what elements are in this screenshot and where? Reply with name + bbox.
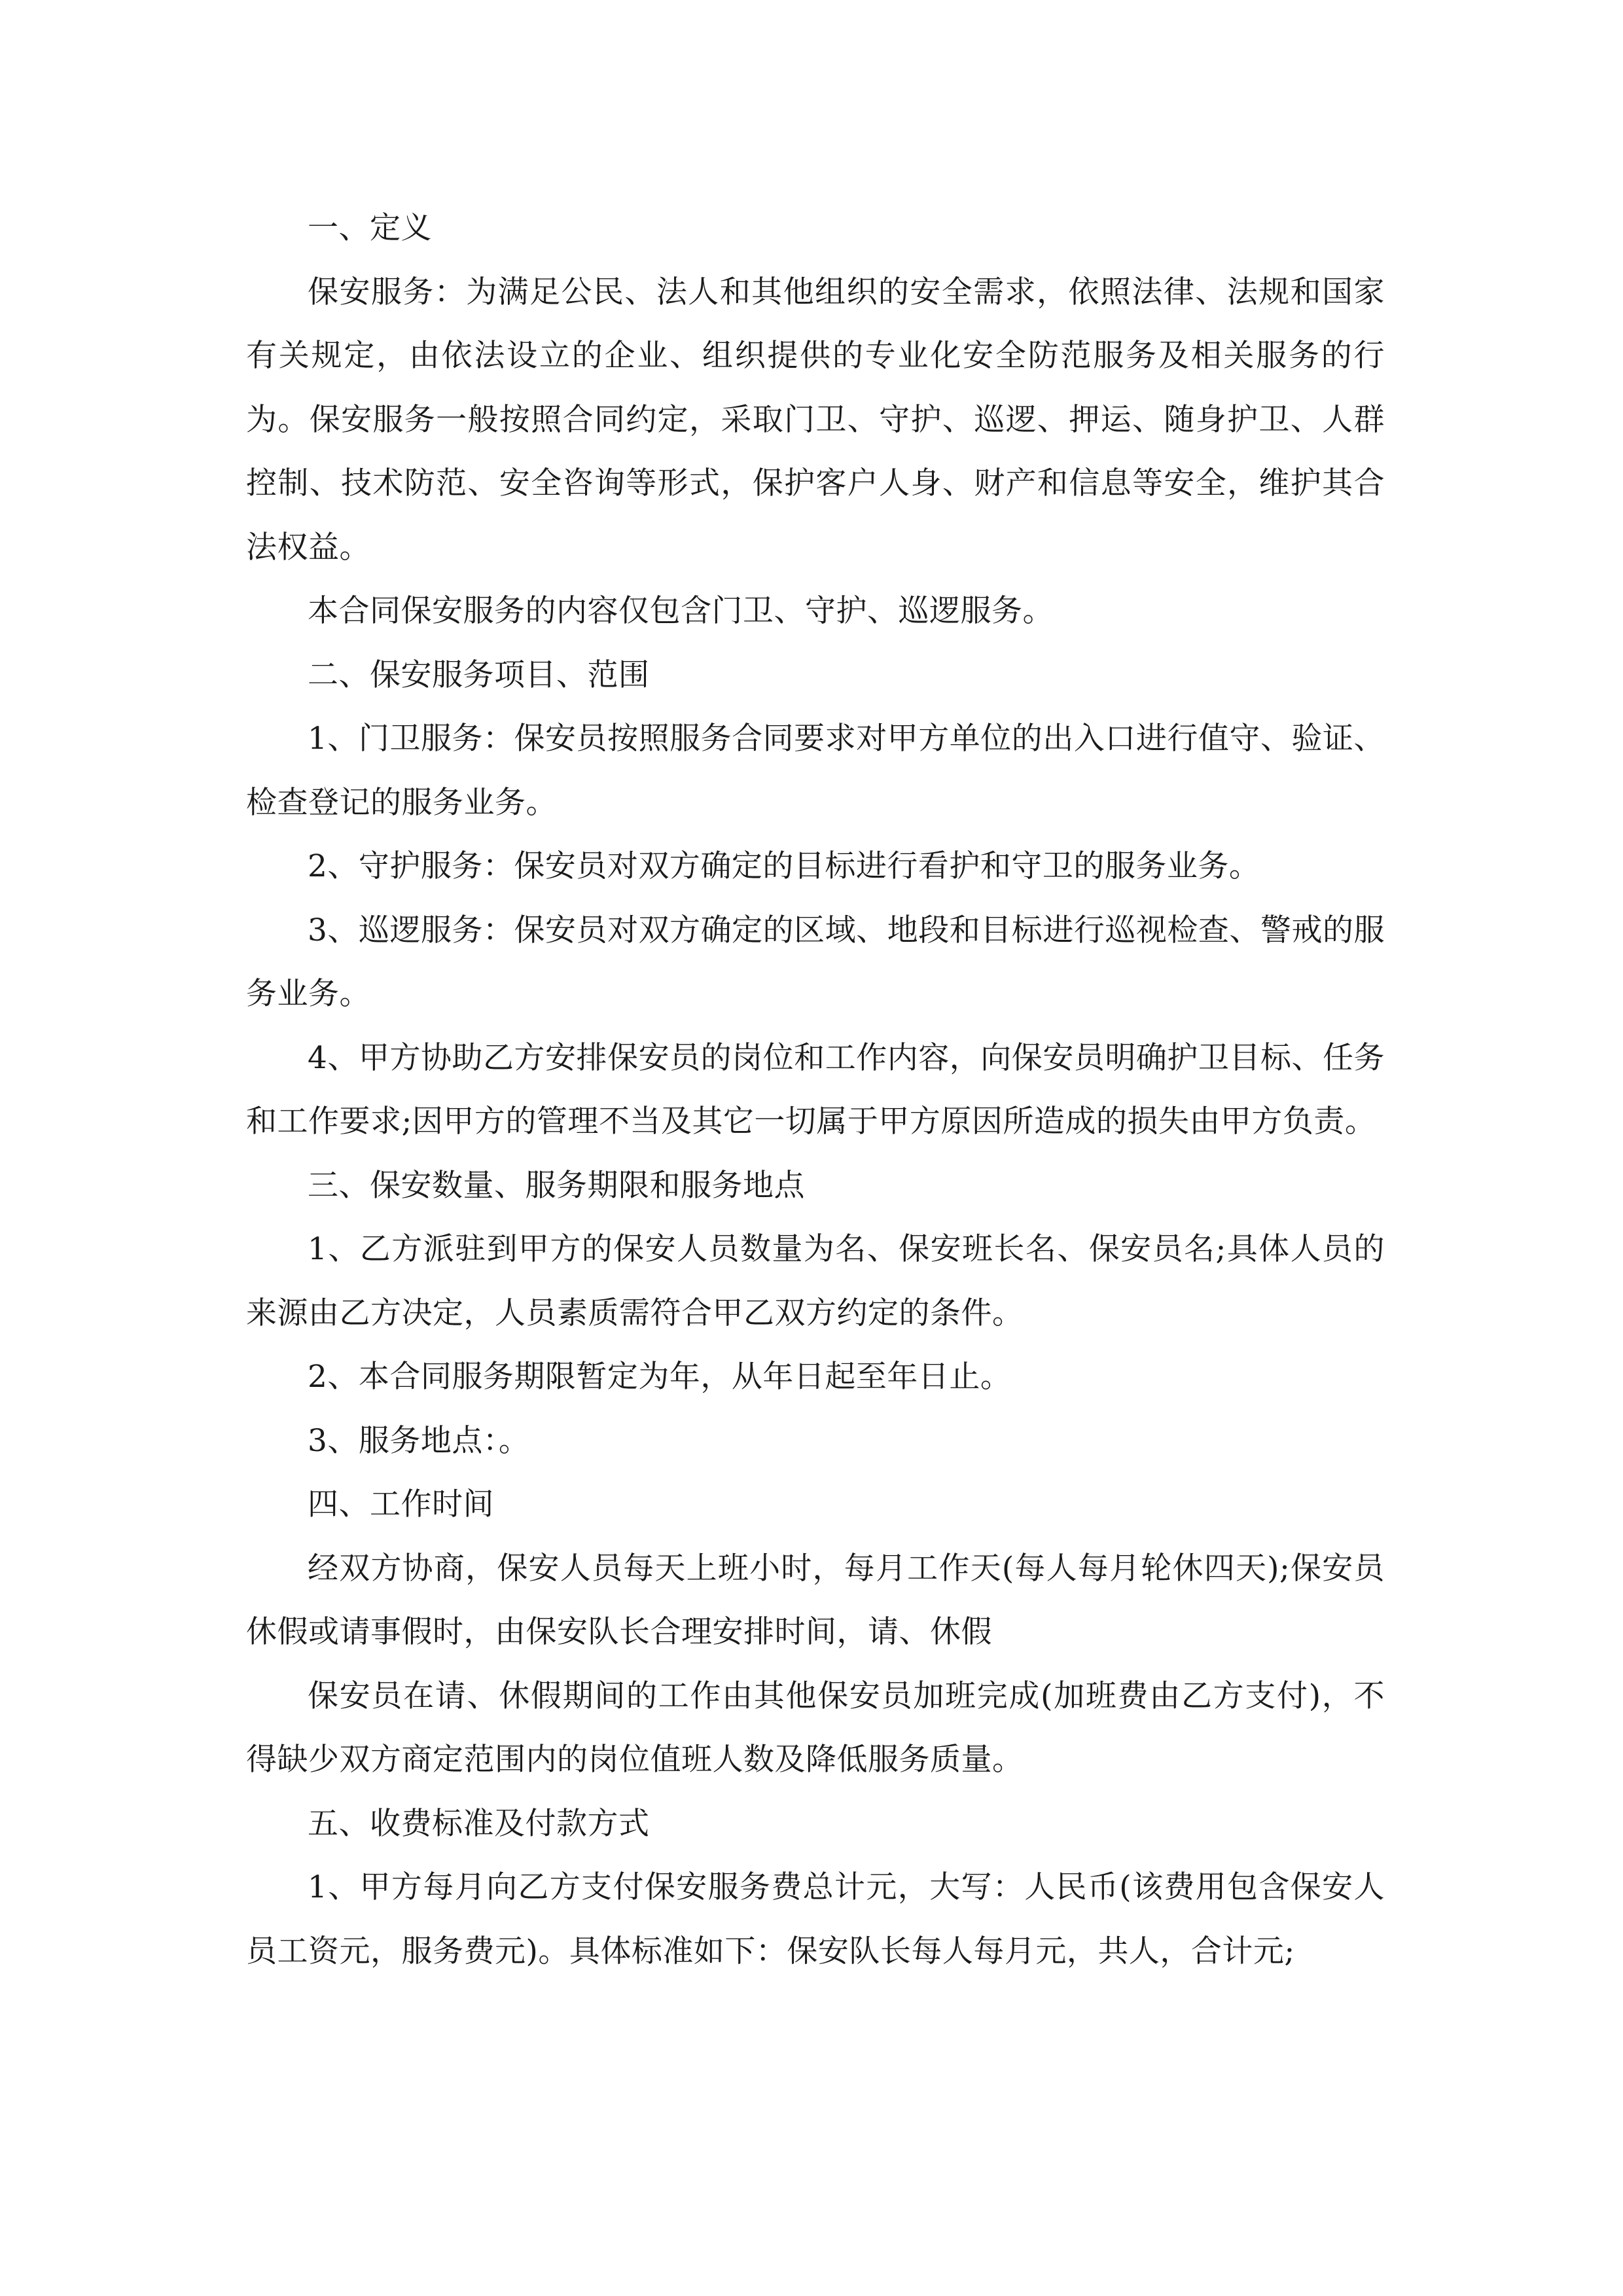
section-heading-definition: 一、定义 <box>308 210 432 246</box>
paragraph-patrol-service: 3、巡逻服务：保安员对双方确定的区域、地段和目标进行巡视检查、警戒的服务业务。 <box>246 912 1385 1012</box>
document-body <box>246 196 1385 1983</box>
paragraph-working-hours: 经双方协商，保安人员每天上班小时，每月工作天(每人每月轮休四天);保安员休假或请事假时，由保安队长合理安排时间，请、休假 <box>246 1550 1385 1650</box>
section-heading-quantity-term-location: 三、保安数量、服务期限和服务地点 <box>308 1167 805 1204</box>
paragraph-staff-quantity: 1、乙方派驻到甲方的保安人员数量为名、保安班长名、保安员名;具体人员的来源由乙方决定，人员素质需符合甲乙双方约定的条件。 <box>246 1231 1385 1331</box>
section-heading-fees-payment: 五、收费标准及付款方式 <box>308 1805 650 1842</box>
paragraph-contract-scope: 本合同保安服务的内容仅包含门卫、守护、巡逻服务。 <box>308 593 1054 629</box>
paragraph-guard-service: 2、守护服务：保安员对双方确定的目标进行看护和守卫的服务业务。 <box>308 848 1260 884</box>
paragraph-gate-service: 1、门卫服务：保安员按照服务合同要求对甲方单位的出入口进行值守、验证、检查登记的服务业务。 <box>246 721 1385 821</box>
paragraph-service-term: 2、本合同服务期限暂定为年，从年日起至年日止。 <box>308 1359 1012 1395</box>
section-heading-working-hours: 四、工作时间 <box>308 1486 494 1522</box>
paragraph-party-a-assistance: 4、甲方协助乙方安排保安员的岗位和工作内容，向保安员明确护卫目标、任务和工作要求;因甲方的管理不当及其它一切属于甲方原因所造成的损失由甲方负责。 <box>246 1039 1385 1139</box>
section-heading-service-items: 二、保安服务项目、范围 <box>308 656 650 693</box>
paragraph-security-service-definition: 保安服务：为满足公民、法人和其他组织的安全需求，依照法律、法规和国家有关规定，由依法设立的企业、组织提供的专业化安全防范服务及相关服务的行为。保安服务一般按照合同约定，采取门卫、守护、巡逻、押运、随身护卫、人群控制、技术防范、安全咨询等形式，保护客户人身、财产和信息等安全，维护其合法权益。 <box>246 274 1385 565</box>
paragraph-service-location: 3、服务地点：。 <box>308 1422 530 1459</box>
paragraph-leave-coverage: 保安员在请、休假期间的工作由其他保安员加班完成(加班费由乙方支付)，不得缺少双方商定范围内的岗位值班人数及降低服务质量。 <box>246 1677 1385 1778</box>
paragraph-monthly-fee: 1、甲方每月向乙方支付保安服务费总计元，大写：人民币(该费用包含保安人员工资元，服务费元)。具体标准如下：保安队长每人每月元，共人，合计元; <box>246 1869 1385 1969</box>
